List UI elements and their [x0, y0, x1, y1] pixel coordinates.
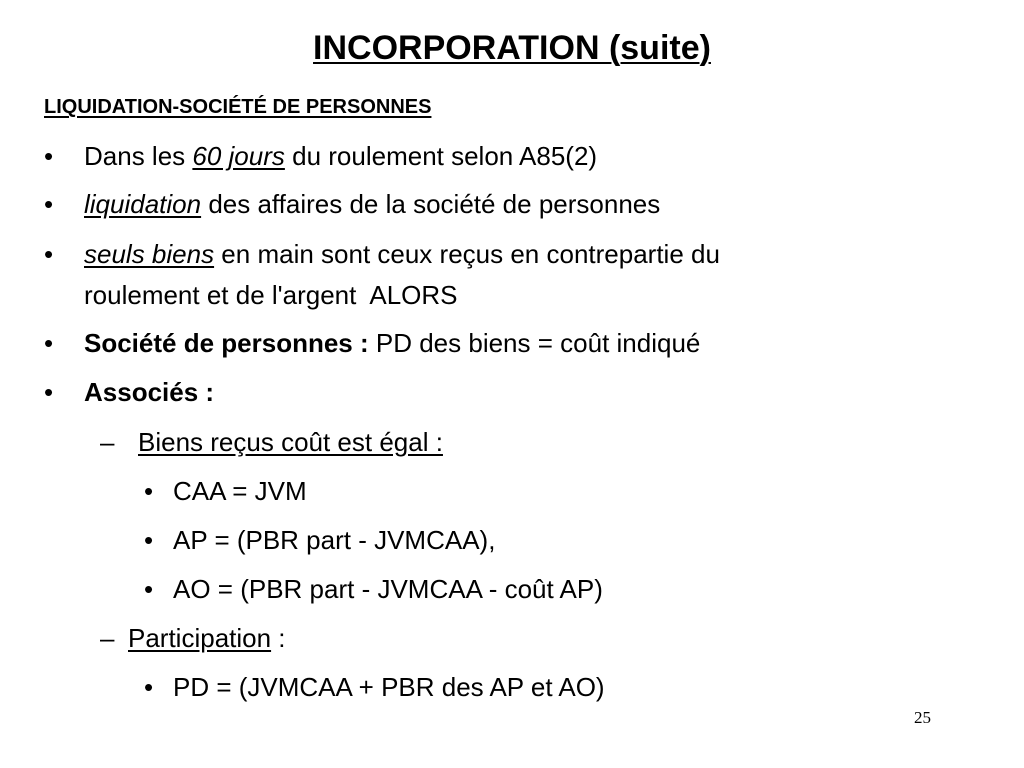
slide-subtitle: LIQUIDATION-SOCIÉTÉ DE PERSONNES — [44, 96, 432, 118]
sub-item-biens-recus — [138, 425, 443, 459]
bullet-text: PD des biens = coût indiqué — [375, 328, 701, 358]
dash-marker: – — [100, 427, 115, 457]
sub-item-text: Participation — [128, 623, 272, 653]
sub-bullet-marker: • — [144, 672, 154, 702]
page-number: 25 — [914, 708, 931, 727]
bullet-marker: • — [44, 189, 54, 219]
sub-bullet-marker: • — [144, 525, 154, 555]
bullet-item-60-jours — [84, 139, 597, 173]
sub-item-text: Biens reçus coût est égal : — [138, 427, 443, 457]
bullet-continuation: roulement et de l'argent ALORS — [84, 280, 458, 310]
bullet-item-liquidation — [84, 187, 660, 221]
bullet-text: des affaires de la société de personnes — [201, 189, 661, 219]
slide-title: INCORPORATION (suite) — [313, 29, 711, 67]
sub-bullet-ao: AO = (PBR part - JVMCAA - coût AP) — [173, 574, 603, 604]
bullet-item-societe — [84, 326, 700, 360]
bullet-item-associes — [84, 375, 214, 409]
sub-bullet-marker: • — [144, 476, 154, 506]
bullet-bold-label: Associés : — [84, 377, 215, 407]
bullet-item-seuls-biens — [84, 237, 720, 271]
bullet-marker: • — [44, 141, 54, 171]
sub-bullet-pd: PD = (JVMCAA + PBR des AP et AO) — [173, 672, 605, 702]
bullet-emphasis: liquidation — [84, 189, 202, 219]
sub-item-participation — [128, 621, 286, 655]
bullet-marker: • — [44, 328, 54, 358]
bullet-bold-label: Société de personnes : — [84, 328, 376, 358]
dash-marker: – — [100, 623, 115, 653]
bullet-emphasis: seuls biens — [84, 239, 215, 269]
sub-bullet-marker: • — [144, 574, 154, 604]
bullet-text: en main sont ceux reçus en contrepartie du — [214, 239, 720, 269]
bullet-marker: • — [44, 239, 54, 269]
sub-item-suffix: : — [271, 623, 286, 653]
bullet-marker: • — [44, 377, 54, 407]
sub-bullet-caa: CAA = JVM — [173, 476, 307, 506]
sub-bullet-ap: AP = (PBR part - JVMCAA), — [173, 525, 496, 555]
bullet-text: du roulement selon A85(2) — [284, 141, 598, 171]
bullet-emphasis: 60 jours — [192, 141, 285, 171]
bullet-text: Dans les — [84, 141, 193, 171]
